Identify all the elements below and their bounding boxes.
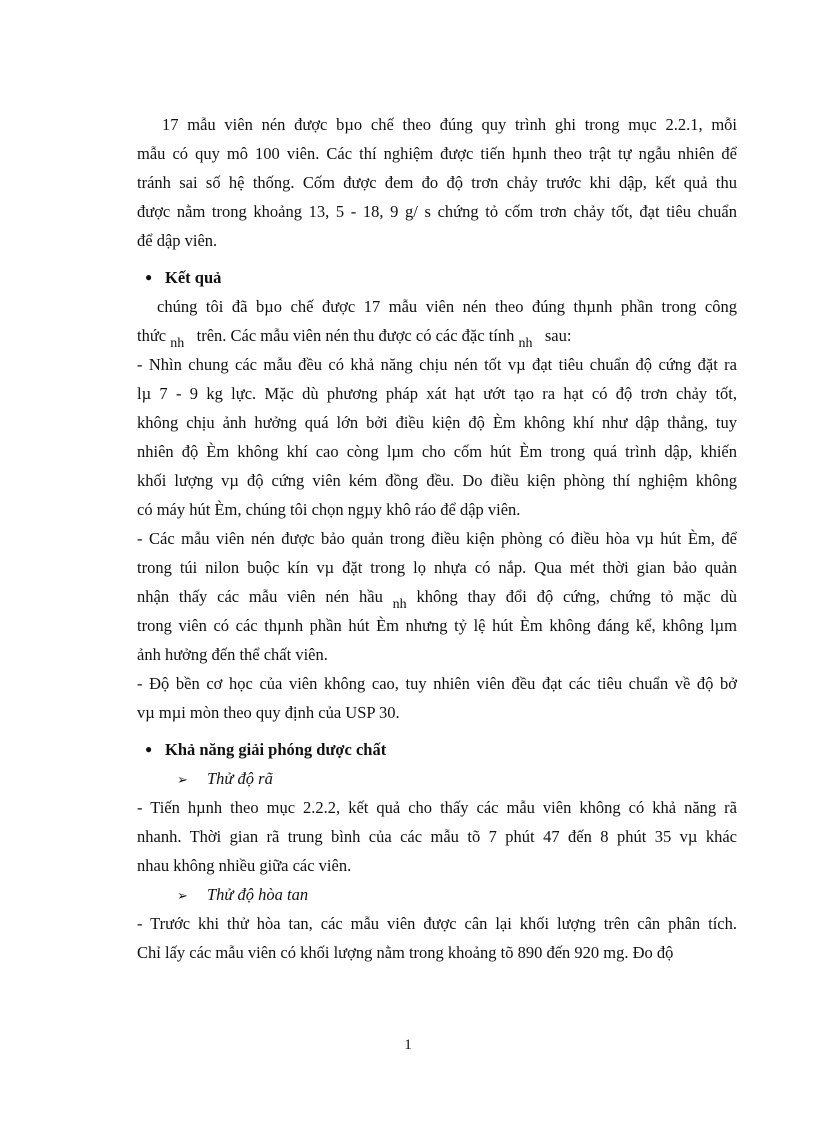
paragraph-line: có máy hút Èm, chúng tôi chọn ngµy khô ráo để dập viên.	[137, 500, 521, 519]
paragraph-line: Chỉ lấy các mẫu viên có khối lượng nằm trong khoảng tõ 890 đến 920 mg. Đo độ	[137, 943, 674, 962]
section-heading: ● Kết quả	[137, 263, 737, 292]
page-number: 1	[404, 1037, 412, 1053]
paragraph-line: - Tiến hµnh theo mục 2.2.2, kết quả cho thấy các mẫu viên không có khả năng rã	[137, 798, 737, 817]
section-heading: ● Khả năng giải phóng dược chất	[137, 735, 737, 764]
paragraph-line: vµ mµi mòn theo quy định của USP 30.	[137, 703, 400, 722]
paragraph-line: nhau không nhiều giữa các viên.	[137, 856, 352, 875]
body-text	[137, 110, 737, 967]
paragraph-line: nhiên độ Èm không khí cao còng lµm cho cốm hút Èm trong quá trình dập, khiến	[137, 442, 737, 461]
paragraph-line: mẫu có quy mô 100 viên. Các thí nghiệm được tiến hµnh theo trật tự ngẫu nhiên để	[137, 144, 737, 163]
paragraph-line: - Độ bền cơ học của viên không cao, tuy nhiên viên đều đạt các tiêu chuẩn về độ bở	[137, 674, 737, 693]
paragraph-line: lµ 7 - 9 kg lực. Mặc dù phương pháp xát hạt ướt tạo ra hạt có độ trơn chảy tốt,	[137, 384, 737, 403]
paragraph-line: trong túi nilon buộc kín vµ đặt trong lọ nhựa có nắp. Qua mét thời gian bảo quản	[137, 558, 737, 577]
paragraph-line: để dập viên.	[137, 231, 218, 250]
paragraph-line: khối lượng vµ độ cứng viên kém đồng đều. Do điều kiện phòng thí nghiệm không	[137, 471, 737, 490]
paragraph-line: không chịu ảnh hưởng quá lớn bởi điều kiện độ Èm không khí như dập thẳng, tuy	[137, 413, 737, 432]
subsection-heading: ➢ Thử độ rã	[137, 764, 737, 793]
paragraph-line: thức $_{nh}$ trên. Các mẫu viên nén thu được có các đặc tính $_{nh}$ sau:	[137, 326, 572, 351]
arrow-bullet-icon: ➢	[177, 772, 188, 787]
paragraph-line: trong viên có các thµnh phần hút Èm nhưng tỷ lệ hút Èm không đáng kể, không lµm	[137, 616, 737, 635]
paragraph-line: nhận thấy các mẫu viên nén hầu $_{nh}$ không thay đổi độ cứng, chứng tỏ mặc dù	[137, 587, 738, 612]
bullet-icon: ●	[145, 742, 153, 756]
paragraph-line: được nằm trong khoảng 13, 5 - 18, 9 g/ s chứng tỏ cốm trơn chảy tốt, đạt tiêu chuẩn	[137, 202, 737, 221]
paragraph-line: - Trước khi thử hòa tan, các mẫu viên được cân lại khối lượng trên cân phân tích.	[137, 914, 737, 933]
subsection-heading: ➢ Thử độ hòa tan	[137, 880, 737, 909]
paragraph-line: ảnh hưởng đến thể chất viên.	[137, 645, 328, 664]
paragraph-line: - Nhìn chung các mẫu đều có khả năng chịu nén tốt vµ đạt tiêu chuẩn độ cứng đặt ra	[137, 355, 737, 374]
bullet-icon: ●	[145, 270, 153, 284]
paragraph-line: nhanh. Thời gian rã trung bình của các mẫu tõ 7 phút 47 đến 8 phút 35 vµ khác	[137, 827, 737, 846]
paragraph-line: chúng tôi đã bµo chế được 17 mẫu viên nén theo đúng thµnh phần trong công	[157, 297, 737, 316]
paragraph-line: 17 mẫu viên nén được bµo chế theo đúng quy trình ghi trong mục 2.2.1, mỗi	[162, 115, 737, 134]
arrow-bullet-icon: ➢	[177, 888, 188, 903]
paragraph-line: tránh sai số hệ thống. Cốm được đem đo độ trơn chảy trước khi dập, kết quả thu	[137, 173, 737, 192]
paragraph-line: - Các mẫu viên nén được bảo quản trong điều kiện phòng có điều hòa vµ hút Èm, để	[137, 529, 737, 548]
